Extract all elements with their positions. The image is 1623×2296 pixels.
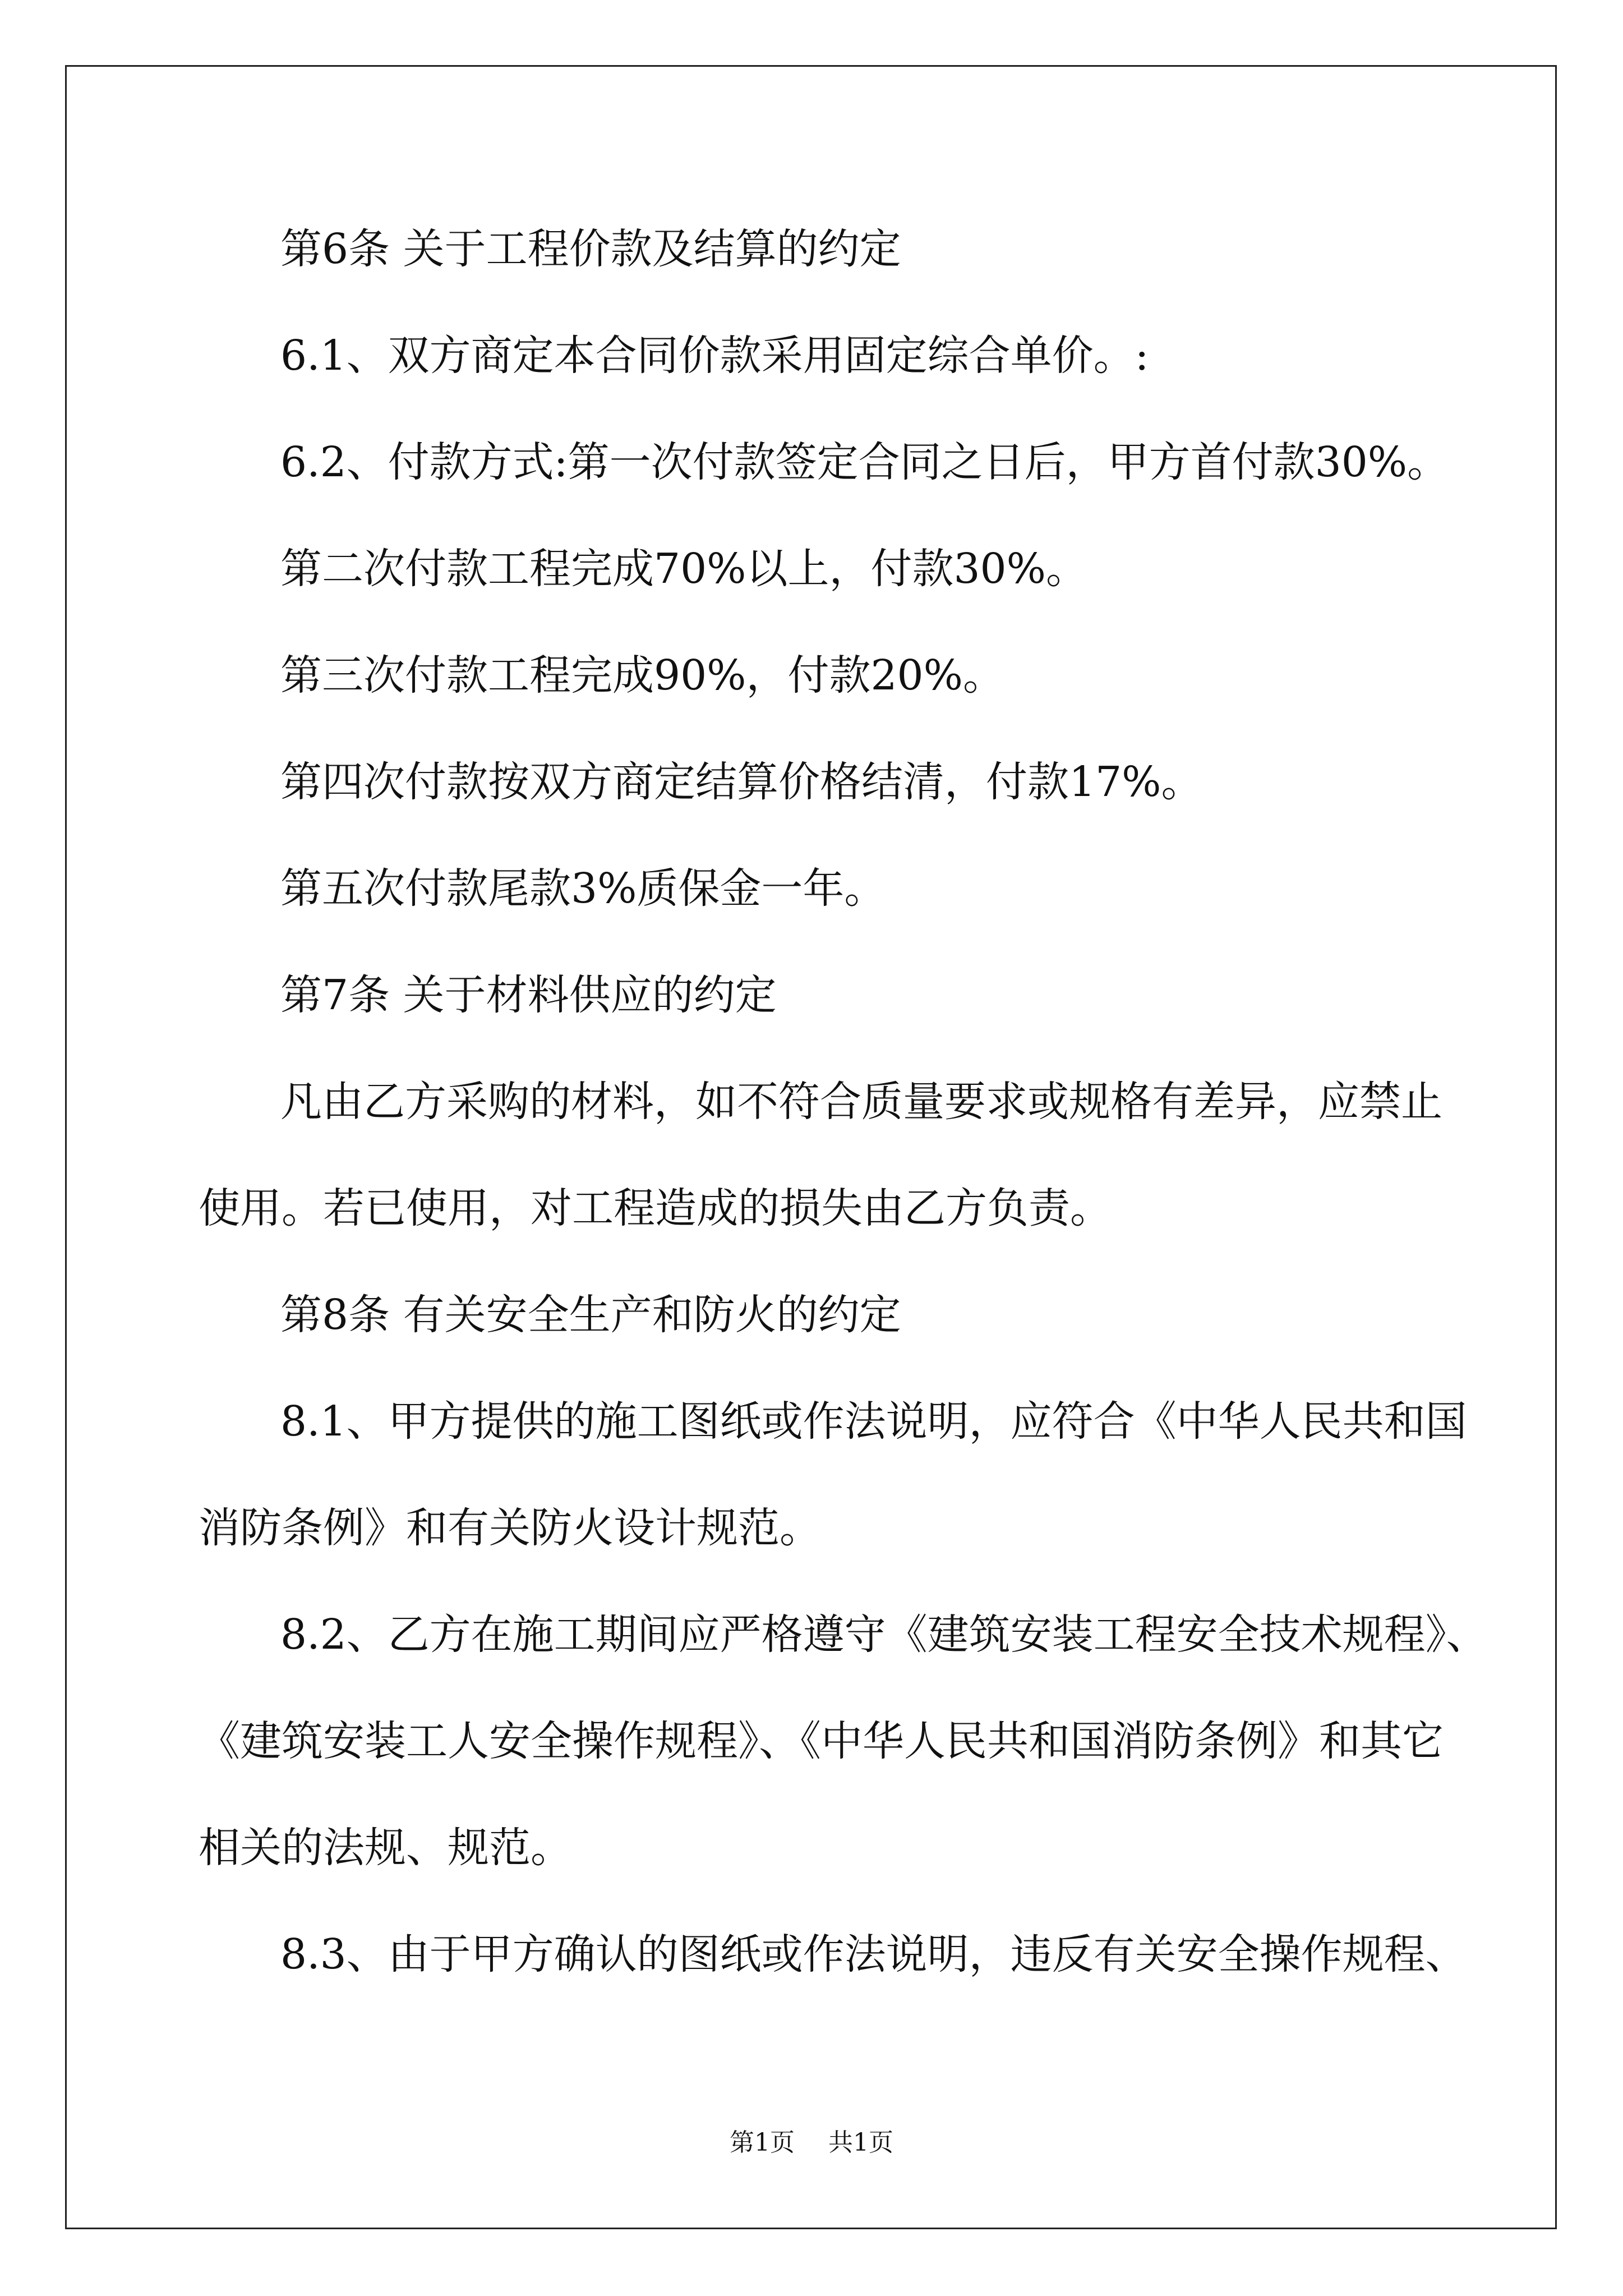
article-6-heading: 第6条 关于工程价款及结算的约定: [280, 225, 901, 273]
payment-second: 第二次付款工程完成70%以上，付款30%。: [280, 545, 1087, 593]
clause-8-2-line-3: 相关的法规、规范。: [199, 1824, 572, 1872]
page-border: [65, 65, 1557, 2229]
page-footer: [0, 2127, 1623, 2159]
payment-fourth: 第四次付款按双方商定结算价格结清，付款17%。: [280, 758, 1203, 806]
clause-8-2-line-2: 《建筑安装工人安全操作规程》、《中华人民共和国消防条例》和其它: [199, 1717, 1444, 1765]
clause-8-1-line-2: 消防条例》和有关防火设计规范。: [199, 1504, 821, 1552]
article-7-text-line-2: 使用。若已使用，对工程造成的损失由乙方负责。: [199, 1184, 1112, 1232]
article-8-heading: 第8条 有关安全生产和防火的约定: [280, 1291, 901, 1339]
page-number: 第1页: [730, 2128, 795, 2157]
clause-8-3-line-1: 8.3、由于甲方确认的图纸或作法说明，违反有关安全操作规程、: [280, 1930, 1467, 1978]
clause-6-1: 6.1、双方商定本合同价款采用固定综合单价。:: [280, 332, 1149, 380]
payment-third: 第三次付款工程完成90%，付款20%。: [280, 651, 1004, 700]
page-total: 共1页: [828, 2128, 893, 2157]
payment-fifth: 第五次付款尾款3%质保金一年。: [280, 864, 886, 913]
article-7-text-line-1: 凡由乙方采购的材料，如不符合质量要求或规格有差异，应禁止: [280, 1078, 1442, 1126]
clause-8-1-line-1: 8.1、甲方提供的施工图纸或作法说明，应符合《中华人民共和国: [280, 1397, 1467, 1446]
clause-8-2-line-1: 8.2、乙方在施工期间应严格遵守《建筑安装工程安全技术规程》、: [280, 1611, 1488, 1659]
article-7-heading: 第7条 关于材料供应的约定: [280, 971, 777, 1019]
clause-6-2: 6.2、付款方式:第一次付款签定合同之日后，甲方首付款30%。: [280, 438, 1449, 486]
